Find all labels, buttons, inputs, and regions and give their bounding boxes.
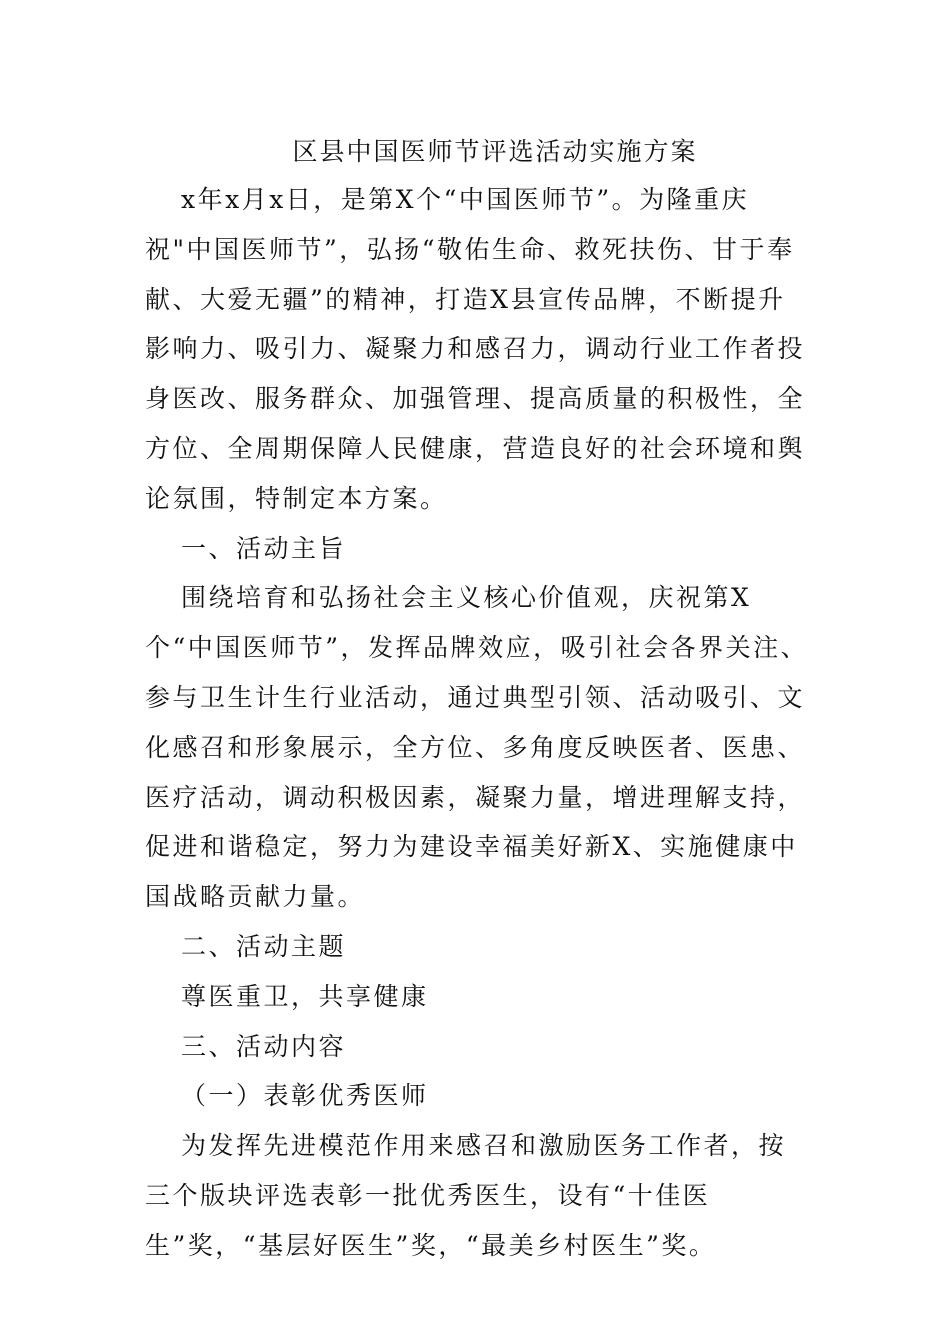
section-heading-purpose: 一、活动主旨 xyxy=(181,533,347,563)
document-body xyxy=(145,175,813,1271)
theme-paragraph: 尊医重卫，共享健康 xyxy=(181,981,429,1011)
subsection-heading-awards: （一）表彰优秀医师 xyxy=(181,1081,429,1111)
section-heading-theme: 二、活动主题 xyxy=(181,931,347,961)
purpose-paragraph: 围绕培育和弘扬社会主义核心价值观，庆祝第X个“中国医师节”，发挥品牌效应，吸引社会各界关注、参与卫生计生行业活动，通过典型引领、活动吸引、文化感召和形象展示，全方位、多角度反映医者、医患、医疗活动，调动积极因素，凝聚力量，增进理解支持，促进和谐稳定，努力为建设幸福美好新X、实施健康中国战略贡献力量。 xyxy=(145,583,809,912)
section-heading-content: 三、活动内容 xyxy=(181,1031,347,1061)
intro-paragraph: x年x月x日，是第X个“中国医师节”。为隆重庆祝"中国医师节”，弘扬“敬佑生命、救死扶伤、甘于奉献、大爱无疆”的精神，打造X县宣传品牌，不断提升影响力、吸引力、凝聚力和感召力，调动行业工作者投身医改、服务群众、加强管理、提高质量的积极性，全方位、全周期保障人民健康，营造良好的社会环境和舆论氛围，特制定本方案。 xyxy=(145,185,806,513)
document-title: 区县中国医师节评选活动实施方案 xyxy=(292,137,698,166)
awards-paragraph: 为发挥先进模范作用来感召和激励医务工作者，按三个版块评选表彰一批优秀医生，设有“十佳医生”奖，“基层好医生”奖，“最美乡村医生”奖。 xyxy=(145,1131,787,1260)
